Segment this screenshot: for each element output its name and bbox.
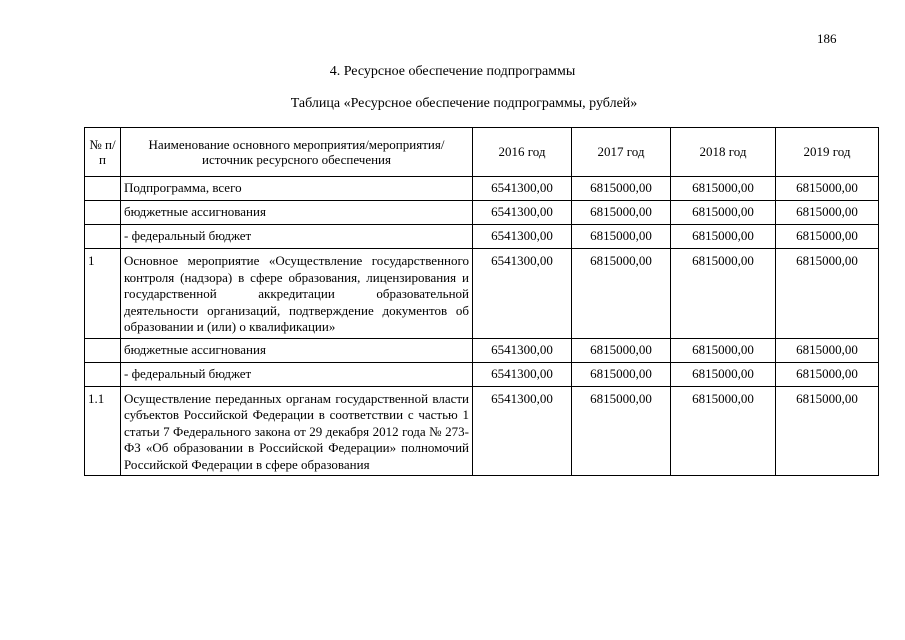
row-value-2018: 6815000,00 [671,177,776,201]
row-value-2018: 6815000,00 [671,249,776,339]
row-value-2018: 6815000,00 [671,338,776,362]
row-num [85,225,121,249]
row-num [85,177,121,201]
row-value-2016: 6541300,00 [473,362,572,386]
row-value-2016: 6541300,00 [473,225,572,249]
row-value-2017: 6815000,00 [572,362,671,386]
row-name: бюджетные ассигнования [121,338,473,362]
row-value-2018: 6815000,00 [671,225,776,249]
table-row [85,362,879,386]
table-row [85,201,879,225]
row-value-2019: 6815000,00 [776,338,879,362]
table-row [85,177,879,201]
row-value-2016: 6541300,00 [473,249,572,339]
row-num: 1 [85,249,121,339]
row-value-2017: 6815000,00 [572,225,671,249]
header-2019: 2019 год [776,128,879,177]
row-value-2016: 6541300,00 [473,386,572,476]
header-name: Наименование основного мероприятия/мероприятия/ источник ресурсного обеспечения [121,128,473,177]
row-name: Осуществление переданных органам государственной власти субъектов Российской Федерации в соответствии с частью 1 статьи 7 Федерального закона от 29 декабря 2012 года № 273-ФЗ «Об образовании в Российской Федерации» полномочий Российской Федерации в сфере образования [121,386,473,476]
row-value-2016: 6541300,00 [473,177,572,201]
row-num [85,338,121,362]
resource-table [84,127,879,476]
row-value-2019: 6815000,00 [776,362,879,386]
row-num [85,362,121,386]
row-value-2018: 6815000,00 [671,386,776,476]
section-title: 4. Ресурсное обеспечение подпрограммы [329,64,576,79]
row-name: бюджетные ассигнования [121,201,473,225]
table-row [85,225,879,249]
row-value-2017: 6815000,00 [572,386,671,476]
row-name: - федеральный бюджет [121,225,473,249]
header-2018: 2018 год [671,128,776,177]
row-value-2019: 6815000,00 [776,386,879,476]
row-value-2017: 6815000,00 [572,201,671,225]
table-row [85,386,879,476]
row-value-2019: 6815000,00 [776,177,879,201]
row-name: - федеральный бюджет [121,362,473,386]
table-header-row [85,128,879,177]
row-name: Основное мероприятие «Осуществление государственного контроля (надзора) в сфере образования, лицензирования и государственной аккредитации образовательной деятельности организаций, подтверждение документов об образовании и (или) о квалификации» [121,249,473,339]
page-number: 186 [817,31,837,46]
row-value-2019: 6815000,00 [776,249,879,339]
row-num: 1.1 [85,386,121,476]
table-title: Таблица «Ресурсное обеспечение подпрограммы, рублей» [290,96,638,111]
header-num: № п/п [85,128,121,177]
table-row [85,249,879,339]
header-2016: 2016 год [473,128,572,177]
row-value-2019: 6815000,00 [776,201,879,225]
row-value-2017: 6815000,00 [572,338,671,362]
row-value-2017: 6815000,00 [572,249,671,339]
table-row [85,338,879,362]
row-value-2016: 6541300,00 [473,338,572,362]
row-value-2017: 6815000,00 [572,177,671,201]
row-value-2019: 6815000,00 [776,225,879,249]
row-value-2018: 6815000,00 [671,201,776,225]
row-value-2018: 6815000,00 [671,362,776,386]
row-value-2016: 6541300,00 [473,201,572,225]
header-2017: 2017 год [572,128,671,177]
row-num [85,201,121,225]
row-name: Подпрограмма, всего [121,177,473,201]
